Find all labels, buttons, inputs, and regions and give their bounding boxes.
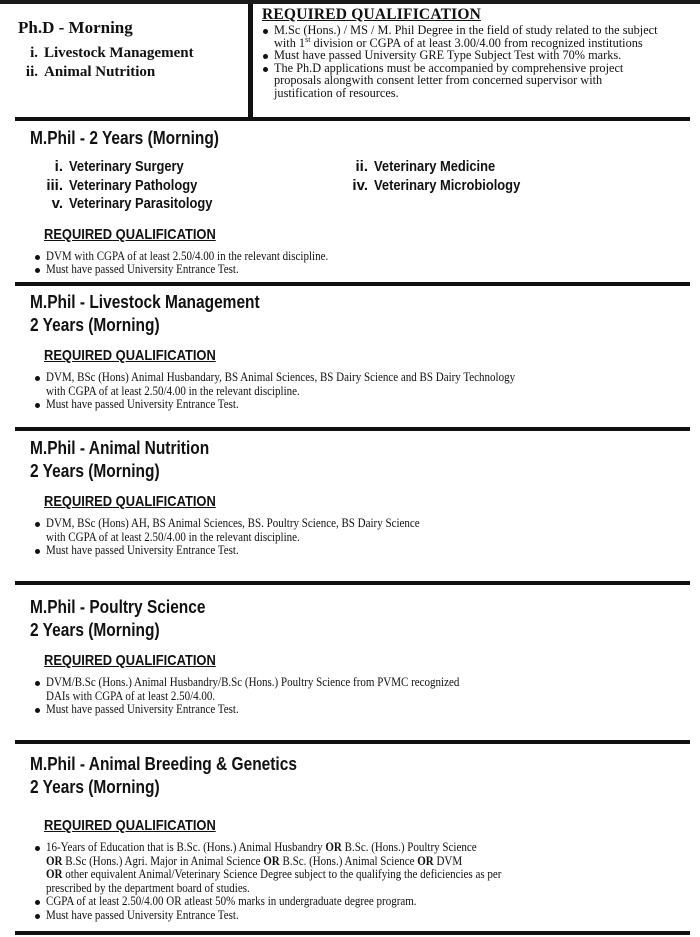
section-divider: [15, 282, 690, 286]
text-fragment: B.Sc. (Hons.) Animal Science: [279, 853, 418, 868]
requirement-text: [46, 855, 462, 869]
mphil-veterinary-section: [30, 127, 690, 277]
section-subtitle: 2 Years (Morning): [30, 461, 160, 481]
mphil-nutrition-section: [30, 437, 690, 558]
specialization-label: Veterinary Microbiology: [374, 176, 521, 194]
requirement-text: DVM, BSc (Hons) AH, BS Animal Sciences, BS. Poultry Science, BS Dairy Science: [46, 516, 420, 530]
requirement-text: DVM with CGPA of at least 2.50/4.00 in the relevant discipline.: [46, 248, 329, 263]
section-divider: [15, 740, 690, 744]
requirement-text: with CGPA of at least 2.50/4.00 in the relevant discipline.: [46, 529, 300, 544]
list-number: v.: [51, 195, 63, 212]
requirement-item: [34, 841, 690, 895]
requirement-text: The Ph.D applications must be accompanied by comprehensive project: [274, 60, 624, 75]
text-fragment: DVM: [433, 853, 463, 868]
requirement-text: Must have passed University Entrance Test.: [46, 397, 239, 411]
required-qualification-heading: REQUIRED QUALIFICATION: [44, 817, 216, 834]
specialization-item: [30, 177, 335, 196]
requirement-text: Must have passed University Entrance Test.: [46, 907, 239, 922]
phd-program-item: [18, 44, 194, 63]
phd-program-item: [18, 63, 194, 82]
requirement-list: [34, 371, 690, 412]
required-qualification-heading: REQUIRED QUALIFICATION: [262, 6, 481, 23]
section-title: M.Phil - 2 Years (Morning): [30, 128, 219, 148]
requirement-item: [262, 24, 698, 49]
section-divider: [15, 931, 690, 935]
requirement-item: [34, 703, 690, 717]
list-number: iv.: [352, 176, 368, 194]
requirement-item: [34, 371, 690, 398]
requirement-item: [34, 398, 690, 412]
text-fragment: other equivalent Animal/Veterinary Science Degree subject to the qualifying the deficiencies as per: [62, 867, 502, 881]
specialization-label: Veterinary Pathology: [69, 176, 198, 194]
requirement-item: [34, 263, 690, 277]
list-number: ii.: [355, 158, 368, 175]
text-fragment: B.Sc. (Hons.) Poultry Science: [341, 840, 477, 854]
requirement-list: [34, 841, 690, 922]
or-keyword: OR: [263, 853, 280, 868]
requirement-item: [34, 517, 690, 544]
top-border: [0, 0, 700, 4]
specialization-item: [30, 158, 335, 177]
section-title: M.Phil - Poultry Science: [30, 597, 206, 617]
text-fragment: with 1: [274, 35, 306, 50]
requirement-item: [262, 49, 698, 62]
mphil-livestock-section: [30, 291, 690, 412]
specialization-label: Veterinary Parasitology: [69, 195, 213, 212]
requirement-text: [46, 841, 477, 855]
section-divider: [15, 581, 690, 585]
mphil-poultry-section: [30, 596, 690, 717]
phd-requirements: [262, 6, 698, 100]
requirement-text: Must have passed University Entrance Test.: [46, 702, 239, 716]
specialization-label: Veterinary Surgery: [69, 158, 184, 175]
list-number: i.: [54, 158, 63, 175]
requirement-item: [34, 250, 690, 264]
program-label: Livestock Management: [44, 45, 194, 61]
specialization-item: [335, 158, 635, 177]
requirement-list: [34, 250, 690, 277]
requirement-item: [34, 895, 690, 909]
requirement-text: justification of resources.: [274, 85, 399, 100]
requirement-text: proposals alongwith consent letter from concerned supervisor with: [274, 73, 603, 88]
section-divider: [15, 427, 690, 431]
requirement-text: Must have passed University Entrance Test.: [46, 262, 239, 276]
requirement-text: CGPA of at least 2.50/4.00 OR atleast 50% marks in undergraduate degree program.: [46, 894, 417, 908]
text-fragment: 16-Years of Education that is B.Sc. (Hons.) Animal Husbandry: [46, 840, 326, 854]
text-fragment: B.Sc (Hons.) Agri. Major in Animal Science: [62, 853, 264, 868]
requirement-item: [34, 909, 690, 923]
requirement-list: [34, 517, 690, 558]
requirement-text: [46, 868, 501, 882]
column-divider: [248, 4, 253, 118]
or-keyword: OR: [417, 853, 434, 868]
required-qualification-heading: REQUIRED QUALIFICATION: [44, 347, 216, 364]
mphil-breeding-section: [30, 753, 690, 922]
section-title: M.Phil - Animal Nutrition: [30, 438, 210, 458]
section-title: M.Phil - Animal Breeding & Genetics: [30, 754, 297, 774]
list-number: ii.: [25, 64, 38, 80]
requirement-text: DVM/B.Sc (Hons.) Animal Husbandry/B.Sc (Hons.) Poultry Science from PVMC recognized: [46, 675, 460, 689]
specialization-item: [30, 195, 335, 214]
section-subtitle: 2 Years (Morning): [30, 777, 160, 797]
superscript: st: [305, 34, 311, 44]
requirement-text: DVM, BSc (Hons) Animal Husbandary, BS Animal Sciences, BS Dairy Science and BS Dairy Technology: [46, 370, 516, 384]
phd-program-list: [18, 44, 194, 82]
requirement-text: Must have passed University GRE Type Subject Test with 70% marks.: [274, 48, 622, 63]
required-qualification-heading: REQUIRED QUALIFICATION: [44, 652, 216, 669]
specialization-item: [335, 177, 635, 196]
requirement-text: DAIs with CGPA of at least 2.50/4.00.: [46, 688, 216, 703]
requirement-list: [34, 676, 690, 717]
requirement-text: with CGPA of at least 2.50/4.00 in the relevant discipline.: [46, 383, 300, 398]
phd-title: Ph.D - Morning: [18, 18, 133, 37]
section-title: M.Phil - Livestock Management: [30, 292, 260, 312]
requirement-text: M.Sc (Hons.) / MS / M. Phil Degree in the field of study related to the subject: [274, 23, 658, 37]
specialization-label: Veterinary Medicine: [374, 158, 496, 175]
or-keyword: OR: [46, 867, 63, 881]
or-keyword: OR: [325, 840, 342, 854]
requirement-list: [262, 24, 698, 100]
required-qualification-heading: REQUIRED QUALIFICATION: [44, 493, 216, 510]
requirement-item: [262, 62, 698, 100]
requirement-text: Must have passed University Entrance Test.: [46, 543, 239, 557]
requirement-item: [34, 544, 690, 558]
requirement-text: prescribed by the department board of studies.: [46, 880, 250, 895]
requirement-item: [34, 676, 690, 703]
section-divider: [15, 117, 690, 121]
list-number: iii.: [46, 176, 63, 194]
section-subtitle: 2 Years (Morning): [30, 620, 160, 640]
list-number: i.: [30, 45, 38, 61]
text-fragment: division or CGPA of at least 3.00/4.00 from recognized institutions: [310, 35, 643, 50]
phd-programs: [18, 18, 194, 82]
section-subtitle: 2 Years (Morning): [30, 315, 160, 335]
or-keyword: OR: [46, 853, 63, 868]
required-qualification-heading: REQUIRED QUALIFICATION: [44, 225, 216, 243]
program-label: Animal Nutrition: [44, 64, 156, 80]
specialization-list: [30, 158, 690, 214]
